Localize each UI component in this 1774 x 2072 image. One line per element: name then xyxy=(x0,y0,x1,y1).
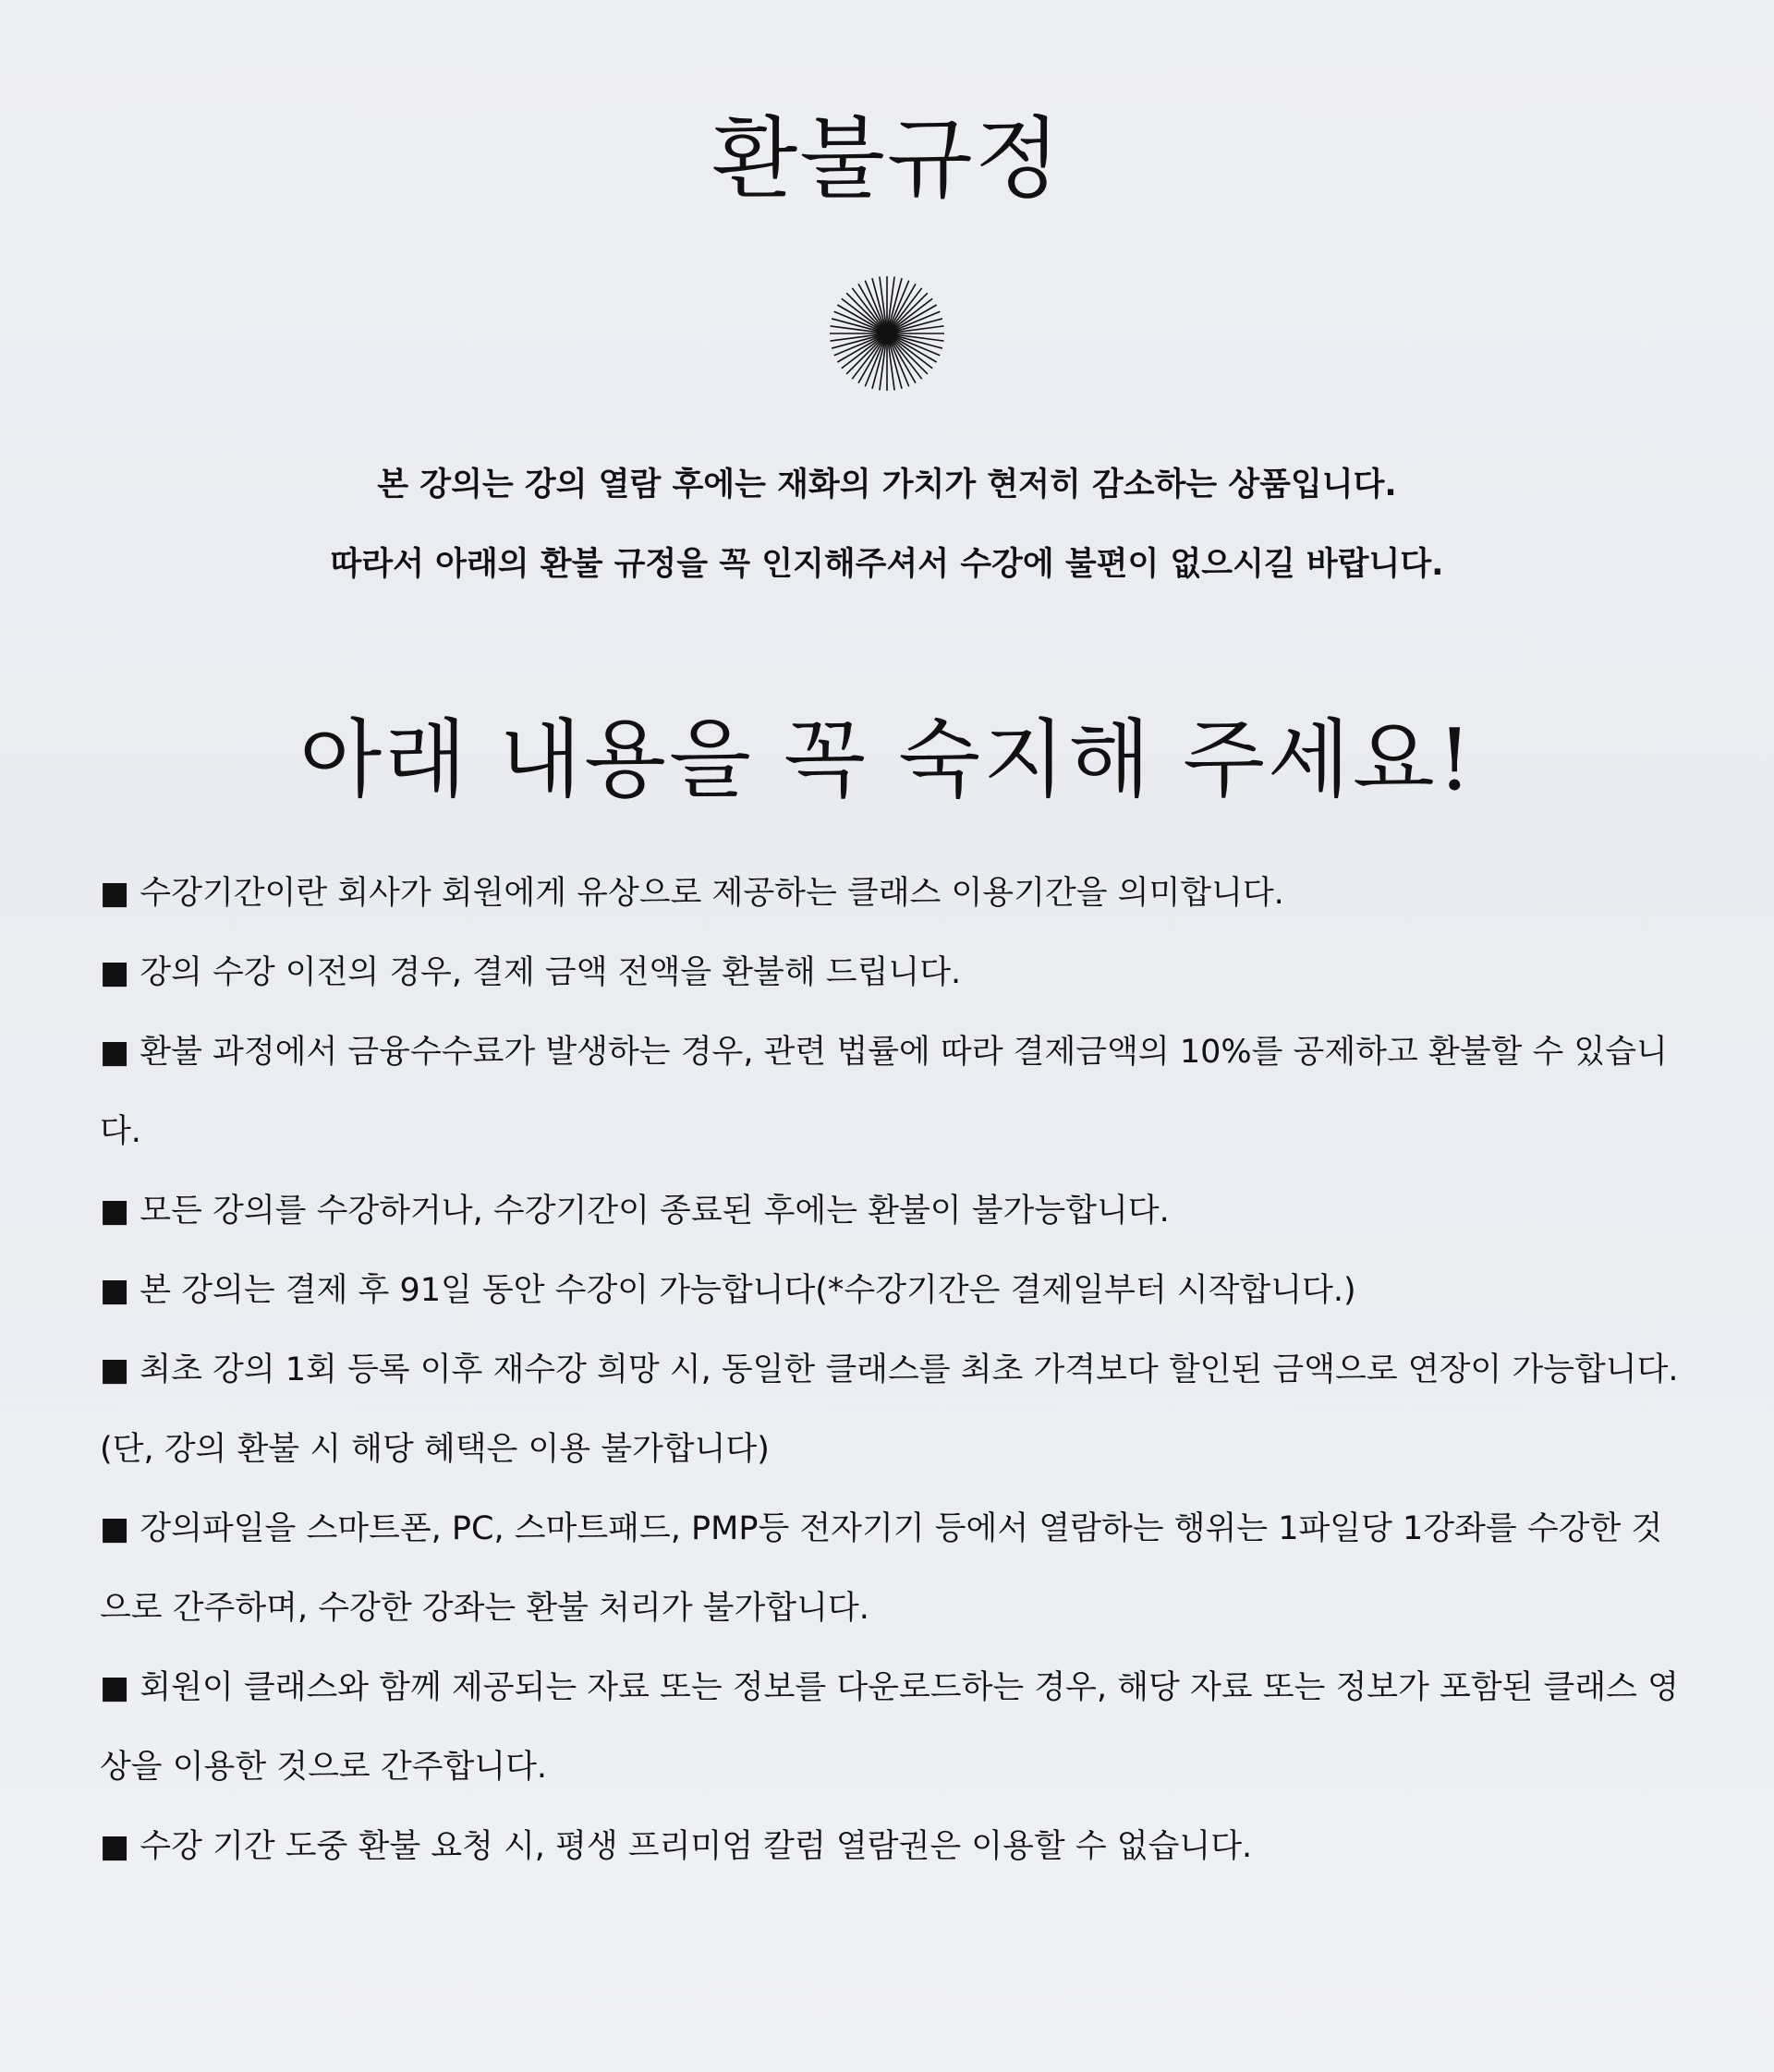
sunburst-icon xyxy=(826,273,948,394)
rule-item xyxy=(100,1171,1689,1251)
sunburst-center xyxy=(881,327,893,340)
rule-item xyxy=(100,1489,1689,1648)
rule-text: 수강기간이란 회사가 회원에게 유상으로 제공하는 클래스 이용기간을 의미합니다. xyxy=(140,875,1284,912)
bullet-square-icon: ■ xyxy=(100,1828,130,1865)
rule-item xyxy=(100,1807,1689,1886)
bullet-square-icon: ■ xyxy=(100,1034,130,1071)
rule-item xyxy=(100,854,1689,933)
bullet-square-icon: ■ xyxy=(100,954,130,991)
rule-item xyxy=(100,933,1689,1012)
rule-text: 회원이 클래스와 함께 제공되는 자료 또는 정보를 다운로드하는 경우, 해당 자료 또는 정보가 포함된 클래스 영상을 이용한 것으로 간주합니다. xyxy=(100,1669,1679,1786)
rule-text: 모든 강의를 수강하거나, 수강기간이 종료된 후에는 환불이 불가능합니다. xyxy=(140,1193,1170,1230)
rule-item xyxy=(100,1012,1689,1171)
rule-item xyxy=(100,1330,1689,1489)
bullet-square-icon: ■ xyxy=(100,875,130,912)
rule-text: 강의 수강 이전의 경우, 결제 금액 전액을 환불해 드립니다. xyxy=(140,954,962,991)
page-title: 환불규정 xyxy=(711,107,1063,211)
intro-line: 본 강의는 강의 열람 후에는 재화의 가치가 현저히 감소하는 상품입니다. xyxy=(377,467,1397,503)
rule-text: 강의파일을 스마트폰, PC, 스마트패드, PMP등 전자기기 등에서 열람하는 행위는 1파일당 1강좌를 수강한 것으로 간주하며, 수강한 강좌는 환불 처리가 불가합니다. xyxy=(100,1510,1663,1627)
bullet-square-icon: ■ xyxy=(100,1272,130,1309)
rule-text: 최초 강의 1회 등록 이후 재수강 희망 시, 동일한 클래스를 최초 가격보다 할인된 금액으로 연장이 가능합니다.(단, 강의 환불 시 해당 혜택은 이용 불가합니다) xyxy=(100,1351,1679,1468)
intro-text xyxy=(0,445,1774,604)
notice-heading: 아래 내용을 꼭 숙지해 주세요! xyxy=(299,710,1475,809)
bullet-square-icon: ■ xyxy=(100,1669,130,1706)
rule-text: 본 강의는 결제 후 91일 동안 수강이 가능합니다(*수강기간은 결제일부터 시작합니다.) xyxy=(140,1272,1356,1309)
bullet-square-icon: ■ xyxy=(100,1193,130,1230)
rule-item xyxy=(100,1648,1689,1807)
rule-text: 수강 기간 도중 환불 요청 시, 평생 프리미엄 칼럼 열람권은 이용할 수 없습니다. xyxy=(140,1828,1253,1865)
rule-item xyxy=(100,1251,1689,1330)
rule-text: 환불 과정에서 금융수수료가 발생하는 경우, 관련 법률에 따라 결제금액의 10%를 공제하고 환불할 수 있습니다. xyxy=(100,1034,1668,1150)
intro-line: 따라서 아래의 환불 규정을 꼭 인지해주셔서 수강에 불편이 없으시길 바랍니다. xyxy=(330,546,1444,583)
bullet-square-icon: ■ xyxy=(100,1510,130,1547)
bullet-square-icon: ■ xyxy=(100,1351,130,1388)
rules-list xyxy=(100,854,1689,1886)
